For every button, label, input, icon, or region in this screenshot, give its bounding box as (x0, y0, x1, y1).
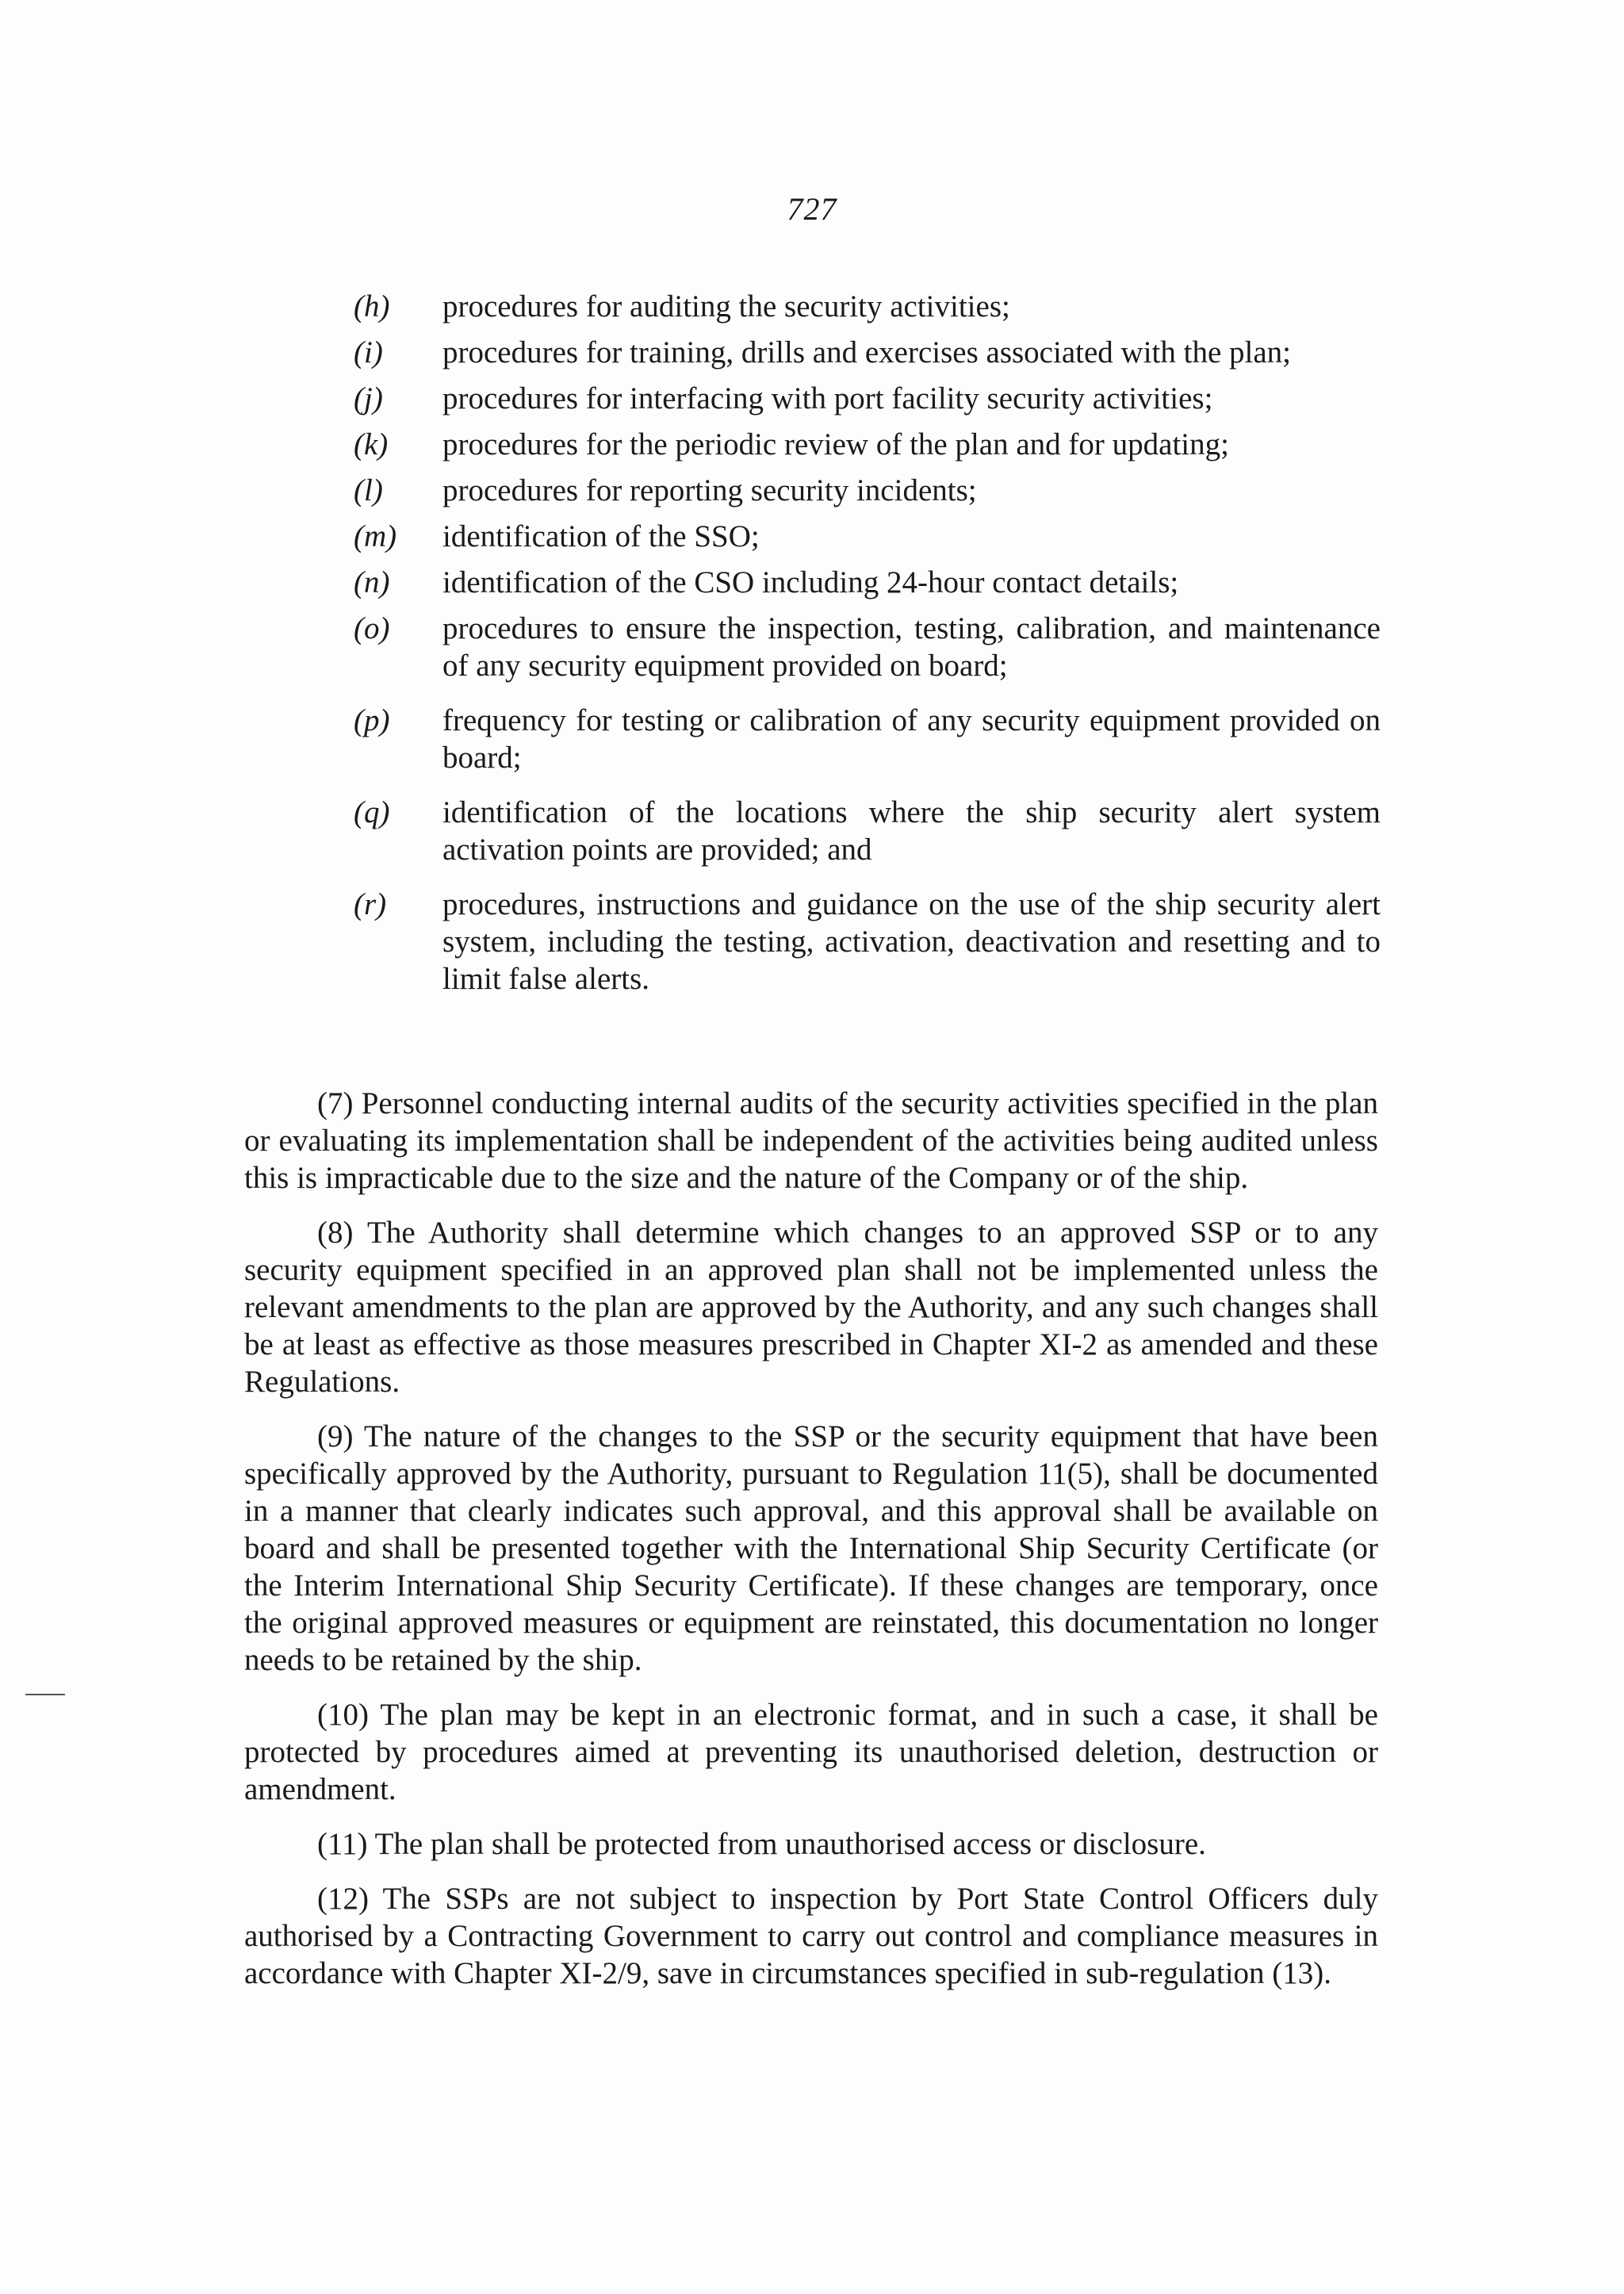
list-item (354, 794, 1381, 868)
list-item-text: procedures for interfacing with port facility security activities; (442, 381, 1213, 416)
list-item-text: frequency for testing or calibration of any security equipment provided on board; (442, 703, 1381, 775)
list-item (354, 610, 1381, 684)
list-item (354, 564, 1381, 601)
paragraph-8: (8) The Authority shall determine which changes to an approved SSP or to any security equipment specified in an approved plan shall not be implemented unless the relevant amendments to the plan are approved by the Authority, and any such changes shall be at least as effective as those measures prescribed in Chapter XI-2 as amended and these Regulations. (244, 1216, 1378, 1399)
list-item-text: procedures, instructions and guidance on the use of the ship security alert system, including the testing, activation, deactivation and resetting and to limit false alerts. (442, 887, 1381, 996)
provision-list (354, 288, 1381, 998)
list-item-text: procedures for training, drills and exercises associated with the plan; (442, 335, 1291, 370)
paragraph-10: (10) The plan may be kept in an electronic format, and in such a case, it shall be protected by procedures aimed at preventing its unauthorised deletion, destruction or amendment. (244, 1698, 1378, 1806)
list-item-text: procedures for auditing the security activities; (442, 289, 1010, 324)
list-item (354, 288, 1381, 325)
list-item-text: identification of the locations where the ship security alert system activation points are provided; and (442, 795, 1381, 867)
list-item (354, 472, 1381, 509)
list-item (354, 886, 1381, 998)
list-item (354, 518, 1381, 555)
list-item-label: (j) (354, 381, 383, 416)
list-item-label: (l) (354, 473, 383, 507)
list-item-label: (k) (354, 427, 389, 461)
paragraph-11: (11) The plan shall be protected from unauthorised access or disclosure. (317, 1827, 1206, 1861)
paragraph-7: (7) Personnel conducting internal audits of the security activities specified in the plan or evaluating its implementation shall be independent of the activities being audited unless this is impracticable due to the size and the nature of the Company or of the ship. (244, 1086, 1378, 1195)
list-item-label: (m) (354, 519, 397, 553)
list-item-label: (q) (354, 795, 390, 829)
list-item (354, 334, 1381, 371)
list-item-label: (r) (354, 887, 387, 921)
paragraph-9: (9) The nature of the changes to the SSP or the security equipment that have been specifically approved by the Authority, pursuant to Regulation 11(5), shall be documented in a manner that clearly indicates such approval, and this approval shall be available on board and shall be presented together with the International Ship Security Certificate (or the Interim International Ship Security Certificate). If these changes are temporary, once the original approved measures or equipment are reinstated, this documentation no longer needs to be retained by the ship. (244, 1419, 1378, 1677)
list-item-label: (i) (354, 335, 383, 370)
paragraph-12: (12) The SSPs are not subject to inspection by Port State Control Officers duly authorised by a Contracting Government to carry out control and compliance measures in accordance with Chapter XI-2/9, save in circumstances specified in sub-regulation (13). (244, 1882, 1378, 1990)
list-item-label: (h) (354, 289, 390, 324)
list-item-text: procedures to ensure the inspection, testing, calibration, and maintenance of any security equipment provided on board; (442, 611, 1381, 683)
list-item-text: procedures for reporting security incidents; (442, 473, 977, 507)
regulation-paragraphs (244, 1085, 1378, 1992)
list-item-text: identification of the SSO; (442, 519, 760, 553)
list-item (354, 426, 1381, 463)
page-number: 727 (787, 191, 837, 227)
list-item (354, 702, 1381, 776)
margin-mark (25, 1694, 65, 1695)
list-item-text: identification of the CSO including 24-hour contact details; (442, 565, 1179, 599)
list-item-text: procedures for the periodic review of the plan and for updating; (442, 427, 1229, 461)
list-item-label: (n) (354, 565, 390, 599)
list-item (354, 380, 1381, 417)
list-item-label: (o) (354, 611, 390, 645)
list-item-label: (p) (354, 703, 390, 737)
